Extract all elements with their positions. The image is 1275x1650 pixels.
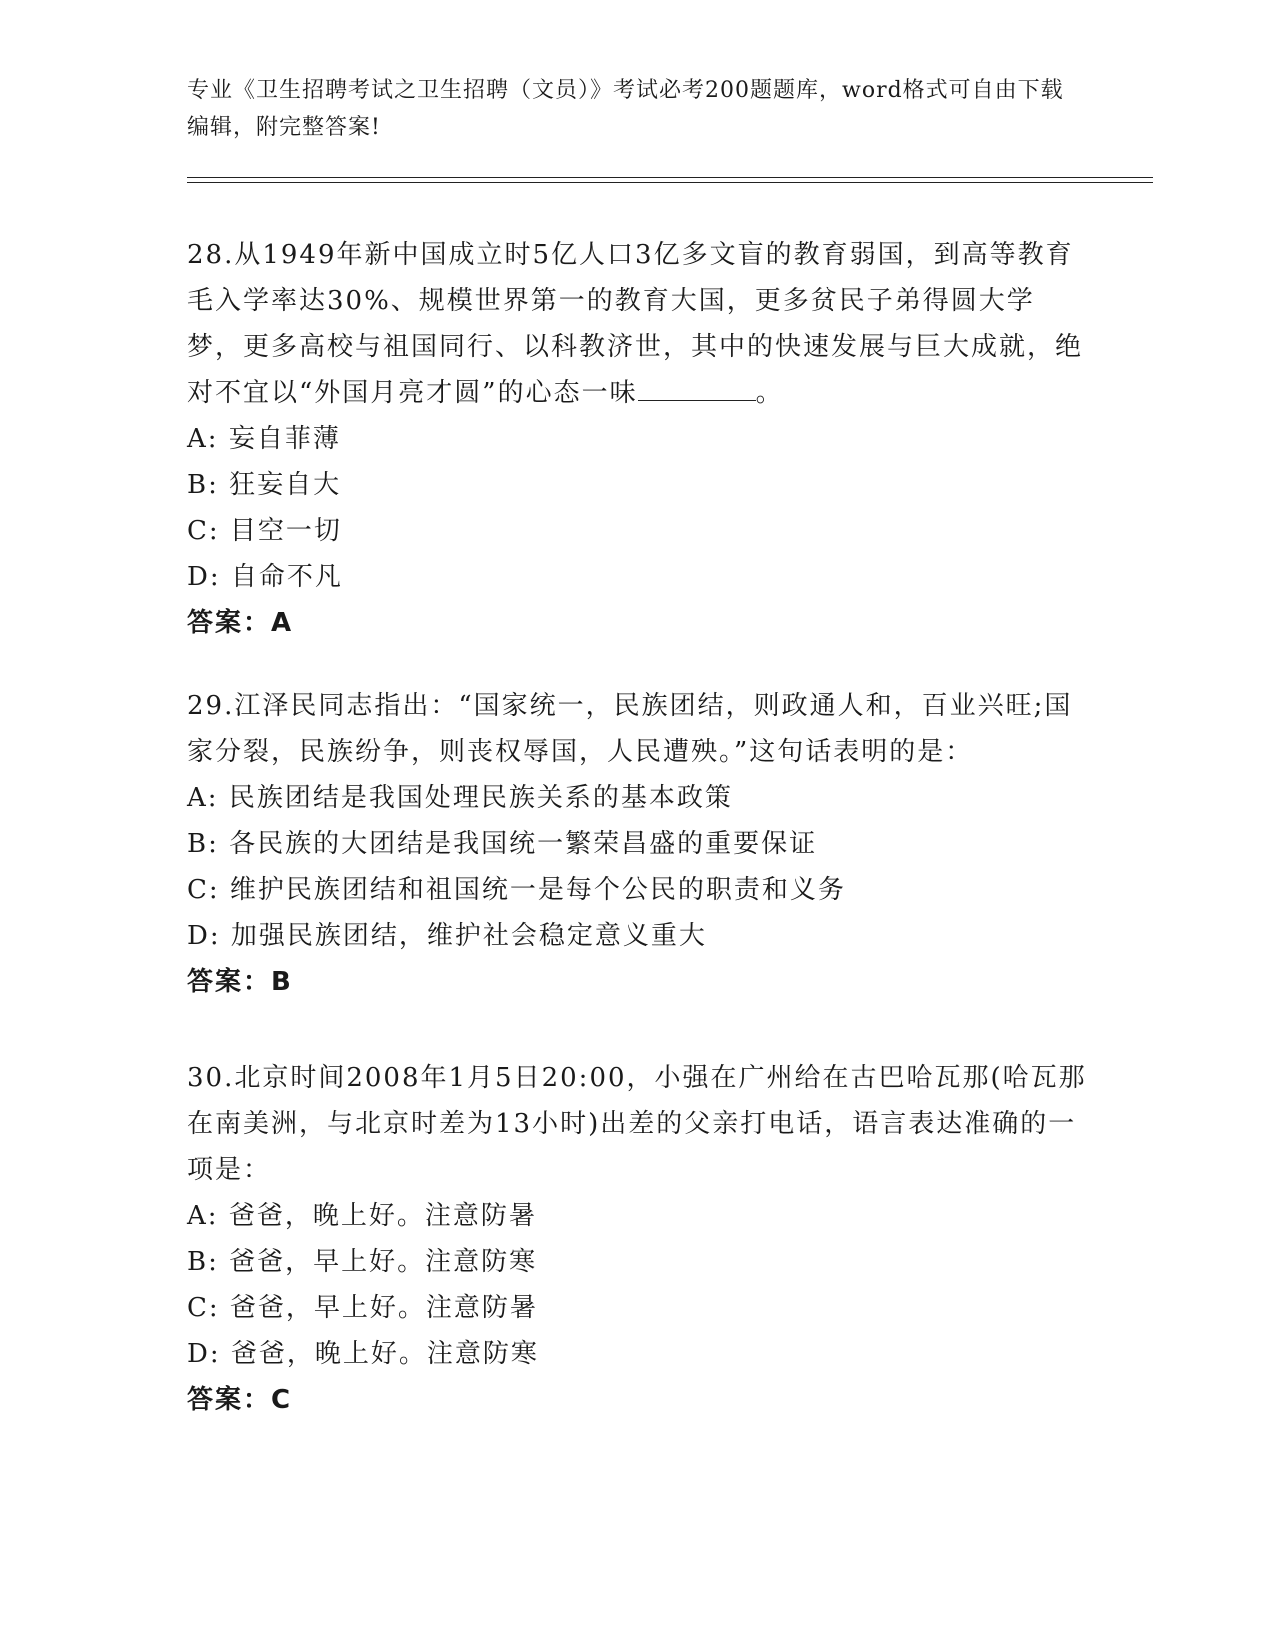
answer-line: 答案：A xyxy=(187,608,294,638)
answer-line: 答案：C xyxy=(187,1385,293,1415)
option-a xyxy=(187,1193,1087,1239)
header-divider xyxy=(187,177,1153,183)
option-label: D: xyxy=(187,562,221,592)
option-text: 爸爸，晚上好。注意防暑 xyxy=(228,1201,537,1231)
option-d xyxy=(187,1331,1087,1377)
option-text: 维护民族团结和祖国统一是每个公民的职责和义务 xyxy=(229,875,846,905)
option-c xyxy=(187,508,1087,554)
question-30 xyxy=(187,1055,1087,1423)
question-stem: 29.江泽民同志指出：“国家统一，民族团结，则政通人和，百业兴旺;国家分裂，民族纷争，则丧权辱国，人民遭殃。”这句话表明的是： xyxy=(187,691,1073,767)
option-label: A: xyxy=(187,783,219,813)
option-text: 加强民族团结，维护社会稳定意义重大 xyxy=(230,921,707,951)
option-text: 爸爸，晚上好。注意防寒 xyxy=(230,1339,539,1369)
option-label: A: xyxy=(187,424,219,454)
option-label: D: xyxy=(187,1339,221,1369)
option-label: B: xyxy=(187,829,219,859)
option-label: C: xyxy=(187,875,220,905)
header-text: 专业《卫生招聘考试之卫生招聘（文员）》考试必考200题题库，word格式可自由下载编辑，附完整答案! xyxy=(187,78,1064,140)
option-text: 爸爸，早上好。注意防暑 xyxy=(229,1293,538,1323)
option-b xyxy=(187,1239,1087,1285)
option-a xyxy=(187,416,1087,462)
answer-line: 答案：B xyxy=(187,967,293,997)
option-text: 爸爸，早上好。注意防寒 xyxy=(229,1247,538,1277)
option-text: 狂妄自大 xyxy=(229,470,342,500)
option-text: 自命不凡 xyxy=(230,562,343,592)
fill-in-blank xyxy=(638,374,756,401)
question-stem: 30.北京时间2008年1月5日20:00，小强在广州给在古巴哈瓦那(哈瓦那在南美洲，与北京时差为13小时)出差的父亲打电话，语言表达准确的一项是： xyxy=(187,1063,1087,1185)
option-label: B: xyxy=(187,1247,219,1277)
option-b xyxy=(187,821,1087,867)
stem-text-end: 。 xyxy=(755,378,784,408)
option-label: A: xyxy=(187,1201,219,1231)
option-label: B: xyxy=(187,470,219,500)
option-text: 妄自菲薄 xyxy=(228,424,341,454)
document-header xyxy=(187,72,1067,146)
question-29 xyxy=(187,683,1087,1005)
option-d xyxy=(187,913,1087,959)
option-label: C: xyxy=(187,516,220,546)
question-28 xyxy=(187,232,1087,646)
option-d xyxy=(187,554,1087,600)
option-text: 民族团结是我国处理民族关系的基本政策 xyxy=(228,783,733,813)
option-label: D: xyxy=(187,921,221,951)
option-a xyxy=(187,775,1087,821)
stem-text: 28.从1949年新中国成立时5亿人口3亿多文盲的教育弱国，到高等教育毛入学率达30%、规模世界第一的教育大国，更多贫民子弟得圆大学梦，更多高校与祖国同行、以科教济世，其中的快速发展与巨大成就，绝对不宜以“外国月亮才圆”的心态一味 xyxy=(187,240,1084,408)
option-text: 目空一切 xyxy=(229,516,342,546)
option-b xyxy=(187,462,1087,508)
option-c xyxy=(187,1285,1087,1331)
option-text: 各民族的大团结是我国统一繁荣昌盛的重要保证 xyxy=(229,829,818,859)
question-stem xyxy=(187,232,1087,416)
option-c xyxy=(187,867,1087,913)
option-label: C: xyxy=(187,1293,220,1323)
